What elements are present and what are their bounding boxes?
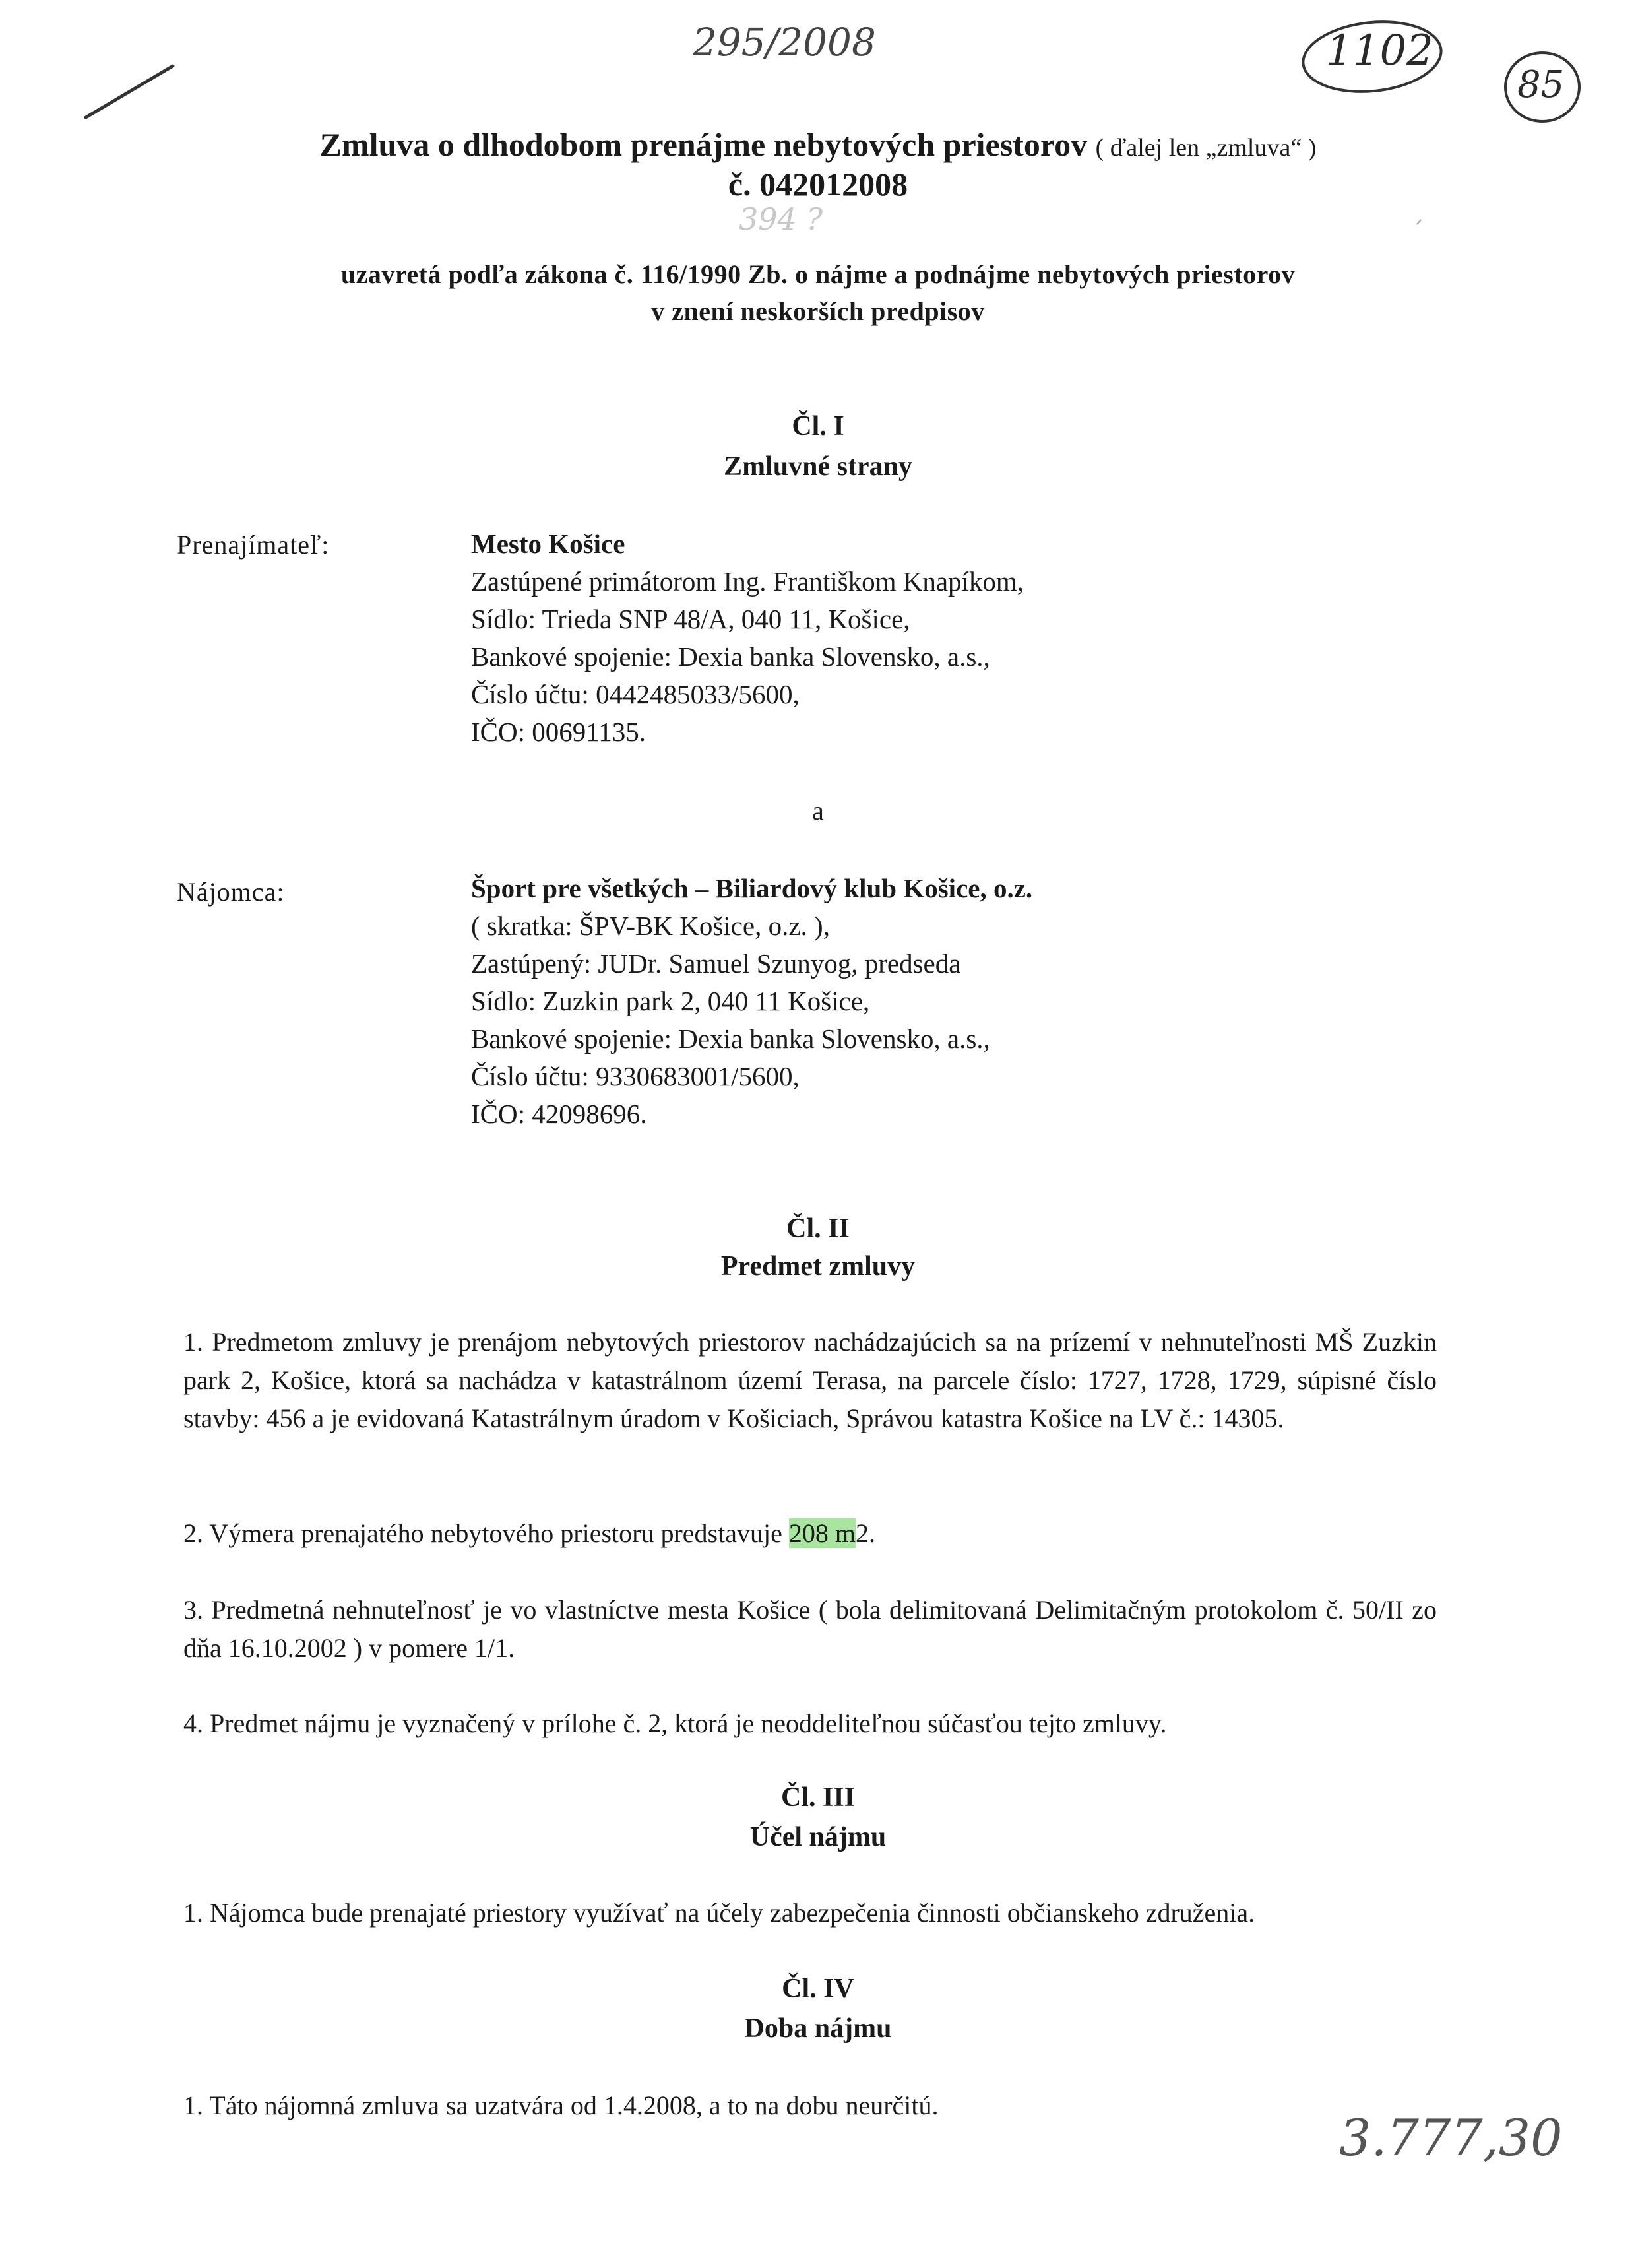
tenant-block: [471, 870, 1032, 1133]
tenant-ico: IČO: 42098696.: [471, 1099, 647, 1129]
article-3-number: Čl. III: [780, 1782, 856, 1813]
tenant-bank: Bankové spojenie: Dexia banka Slovensko, a.s.,: [471, 1023, 990, 1054]
law-reference-line2: v znení neskorších predpisov: [651, 296, 985, 326]
handwritten-circled-small-number: 85: [1517, 63, 1565, 106]
landlord-block: [471, 525, 1024, 751]
article-4-number: Čl. IV: [782, 1974, 854, 2004]
tenant-label: Nájomca:: [177, 877, 285, 907]
article-4-heading: Doba nájmu: [744, 2013, 892, 2044]
article-2-number: Čl. II: [786, 1214, 850, 1244]
tenant-address: Sídlo: Zuzkin park 2, 040 11 Košice,: [471, 986, 870, 1016]
handwritten-bottom-note: 3.777,30: [1339, 2108, 1563, 2167]
contract-number: č. 042012008: [728, 166, 908, 203]
landlord-name: Mesto Košice: [471, 529, 625, 559]
article-2-paragraph-1: 1. Predmetom zmluvy je prenájom nebytových priestorov nachádzajúcich sa na prízemí v nehnuteľnosti MŠ Zuzkin park 2, Košice, ktorá sa nachádza v katastrálnom území Terasa, na parcele číslo: 1727, 1728, 1729, súpisné číslo stavby: 456 a je evidovaná Katastrálnym úradom v Košiciach, Správou katastra Košice na LV č.: 14305.: [183, 1327, 1437, 1433]
tenant-name: Šport pre všetkých – Biliardový klub Košice, o.z.: [471, 873, 1033, 903]
area-text: 2. Výmera prenajatého nebytového priestoru predstavuje: [183, 1518, 789, 1548]
handwritten-circled-number: 1102: [1326, 26, 1433, 75]
area-value-highlight: 208 m: [788, 1518, 856, 1548]
contract-title-main: Zmluva o dlhodobom prenájme nebytových priestorov: [319, 126, 1088, 163]
landlord-ico: IČO: 00691135.: [471, 717, 646, 747]
article-4-paragraph-1: 1. Táto nájomná zmluva sa uzatvára od 1.4.2008, a to na dobu neurčitú.: [183, 2090, 939, 2120]
parties-conjunction: a: [812, 796, 824, 826]
landlord-representative: Zastúpené primátorom Ing. Františkom Knapíkom,: [471, 566, 1024, 597]
faint-handwritten-mark: 394 ?: [739, 201, 823, 237]
article-2-paragraph-3: 3. Predmetná nehnuteľnosť je vo vlastníctve mesta Košice ( bola delimitovaná Delimitačným protokolom č. 50/II zo dňa 16.10.2002 ) v pomere 1/1.: [183, 1595, 1437, 1663]
tenant-account: Číslo účtu: 9330683001/5600,: [471, 1061, 800, 1091]
landlord-bank: Bankové spojenie: Dexia banka Slovensko, a.s.,: [471, 641, 990, 672]
contract-title-subtitle: ( ďalej len „zmluva“ ): [1095, 134, 1317, 162]
article-3-paragraph-1: 1. Nájomca bude prenajaté priestory využívať na účely zabezpečenia činnosti občianskeho združenia.: [183, 1898, 1255, 1928]
landlord-label: Prenajímateľ:: [177, 530, 330, 560]
area-text-end: 2.: [855, 1518, 875, 1548]
tenant-abbreviation: ( skratka: ŠPV-BK Košice, o.z. ),: [471, 911, 830, 941]
landlord-account: Číslo účtu: 0442485033/5600,: [471, 679, 800, 709]
law-reference-line1: uzavretá podľa zákona č. 116/1990 Zb. o nájme a podnájme nebytových priestorov: [340, 259, 1296, 289]
article-2-heading: Predmet zmluvy: [720, 1251, 916, 1281]
handwritten-registration-number: 295/2008: [693, 20, 876, 65]
contract-title: [0, 125, 1636, 164]
article-1-heading: Zmluvné strany: [724, 451, 912, 482]
article-3-heading: Účel nájmu: [749, 1822, 887, 1852]
article-2-paragraph-4: 4. Predmet nájmu je vyznačený v prílohe č. 2, ktorá je neoddeliteľnou súčasťou tejto zmluvy.: [183, 1708, 1167, 1738]
landlord-address: Sídlo: Trieda SNP 48/A, 040 11, Košice,: [471, 604, 910, 634]
tenant-representative: Zastúpený: JUDr. Samuel Szunyog, predseda: [471, 948, 961, 979]
article-1-number: Čl. I: [792, 411, 844, 441]
article-2-paragraph-2: [183, 1514, 1437, 1553]
